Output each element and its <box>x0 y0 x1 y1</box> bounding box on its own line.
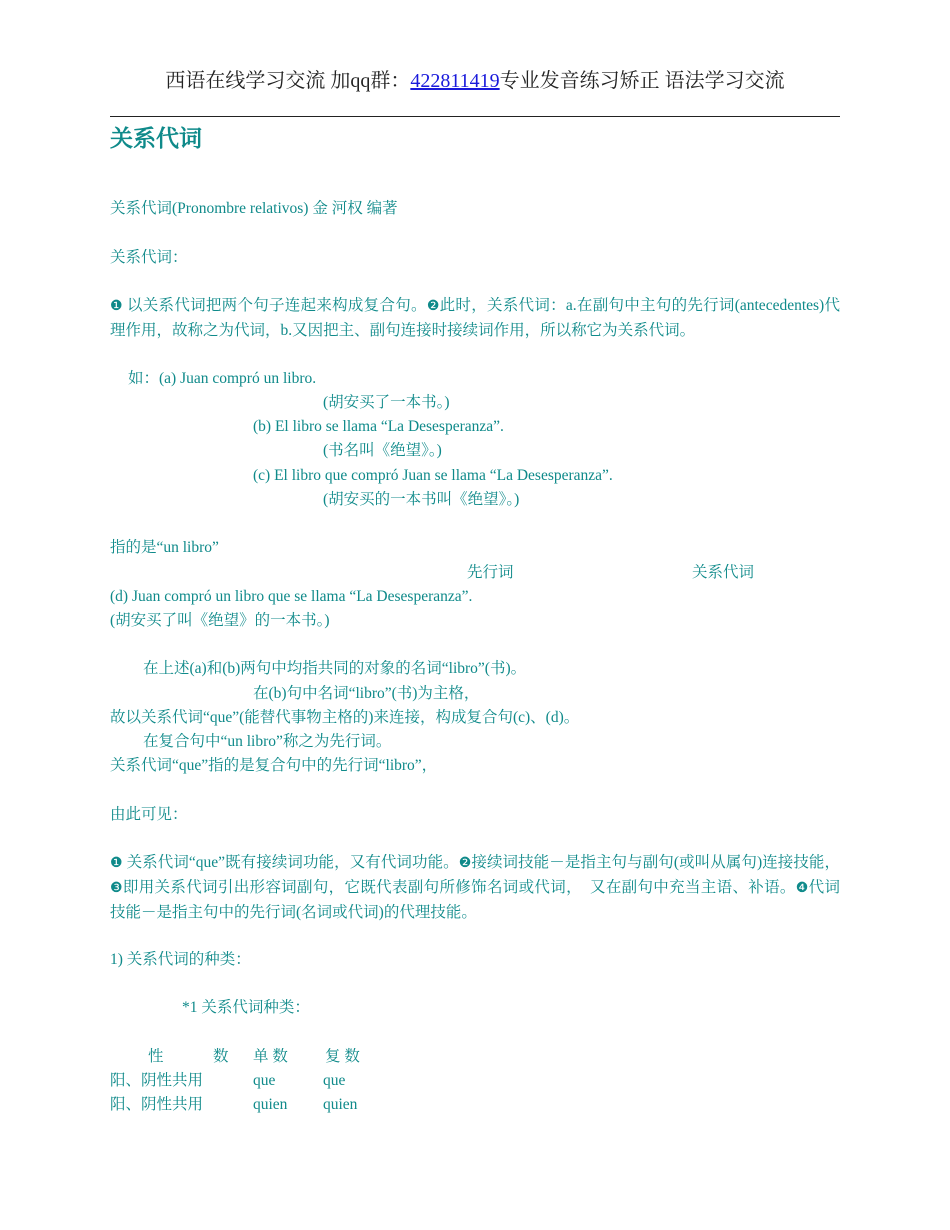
number-2-marker: ❷ <box>458 856 472 871</box>
number-4-marker: ❹ <box>795 881 809 896</box>
example-d: (d) Juan compró un libro que se llama “La Desesperanza”. <box>110 588 473 605</box>
explain-line-4: 在复合句中“un libro”称之为先行词。 <box>143 733 392 750</box>
example-c: (c) El libro que compró Juan se llama “La Desesperanza”. <box>253 467 613 484</box>
explain-line-1: 在上述(a)和(b)两句中均指共同的对象的名词“libro”(书)。 <box>143 660 527 677</box>
table-cell: 阳、阴性共用 <box>110 1072 204 1089</box>
example-b: (b) El libro se llama “La Desesperanza”. <box>253 418 504 435</box>
table-cell: 阳、阴性共用 <box>110 1096 204 1113</box>
relative-pronoun-label: 关系代词 <box>692 564 755 581</box>
example-a: 如：(a) Juan compró un libro. <box>128 370 317 387</box>
header-text-tail: 专业发音练习矫正 语法学习交流 <box>499 70 785 92</box>
number-3-marker: ❸ <box>110 881 123 896</box>
example-c-translation: (胡安买的一本书叫《绝望》。) <box>323 491 520 508</box>
number-1-marker: ❶ <box>110 856 123 871</box>
header-text: 西语在线学习交流 加qq群： <box>165 70 411 92</box>
example-b-translation: (书名叫《绝望》。) <box>323 442 442 459</box>
antecedent-label: 先行词 <box>467 564 514 581</box>
subsection-heading: *1 关系代词种类： <box>182 999 310 1016</box>
table-header-singular: 单 数 <box>253 1048 288 1065</box>
explain-line-5: 关系代词“que”指的是复合句中的先行词“libro”， <box>110 757 438 774</box>
number-2-marker: ❷ <box>426 299 440 314</box>
conclusion-label: 由此可见： <box>110 806 188 823</box>
table-cell: que <box>323 1072 346 1089</box>
table-cell: quien <box>323 1096 358 1113</box>
refers-line: 指的是“un libro” <box>110 539 219 556</box>
table-cell: quien <box>253 1096 288 1113</box>
table-cell: que <box>253 1072 276 1089</box>
example-a-translation: (胡安买了一本书。) <box>323 394 450 411</box>
table-header-gender: 性 <box>148 1048 164 1065</box>
intro-line: 关系代词(Pronombre relativos) 金 河权 编著 <box>110 200 398 217</box>
paragraph-2: ❶ 关系代词“que”既有接续词功能，又有代词功能。❷接续词技能－是指主句与副句(或叫从属句)连接技能，❸即用关系代词引出形容词副句，它既代表副句所修饰名词或代词， 又在副句中充当主语、补语。❹代词技能－是指主句中的先行词(名词或代词)的代理技能。 <box>110 854 841 921</box>
number-1-marker: ❶ <box>110 299 123 314</box>
section-label: 关系代词： <box>110 249 188 266</box>
paragraph-1: ❶ 以关系代词把两个句子连起来构成复合句。❷此时，关系代词：a.在副句中主句的先行词(antecedentes)代理作用，故称之为代词，b.又因把主、副句连接时接续词作用，所以称它为关系代词。 <box>110 297 840 339</box>
qq-group-link[interactable]: 422811419 <box>410 70 500 92</box>
example-d-translation: (胡安买了叫《绝望》的一本书。) <box>110 612 330 629</box>
table-header-plural: 复 数 <box>325 1048 360 1065</box>
explain-line-2: 在(b)句中名词“libro”(书)为主格， <box>253 685 480 702</box>
explain-line-3: 故以关系代词“que”(能替代事物主格的)来连接，构成复合句(c)、(d)。 <box>110 709 580 726</box>
page-title: 关系代词 <box>110 126 202 152</box>
section-1-heading: 1) 关系代词的种类： <box>110 951 251 968</box>
table-header-number: 数 <box>213 1048 229 1065</box>
page-header <box>0 64 950 93</box>
header-rule <box>110 116 840 117</box>
